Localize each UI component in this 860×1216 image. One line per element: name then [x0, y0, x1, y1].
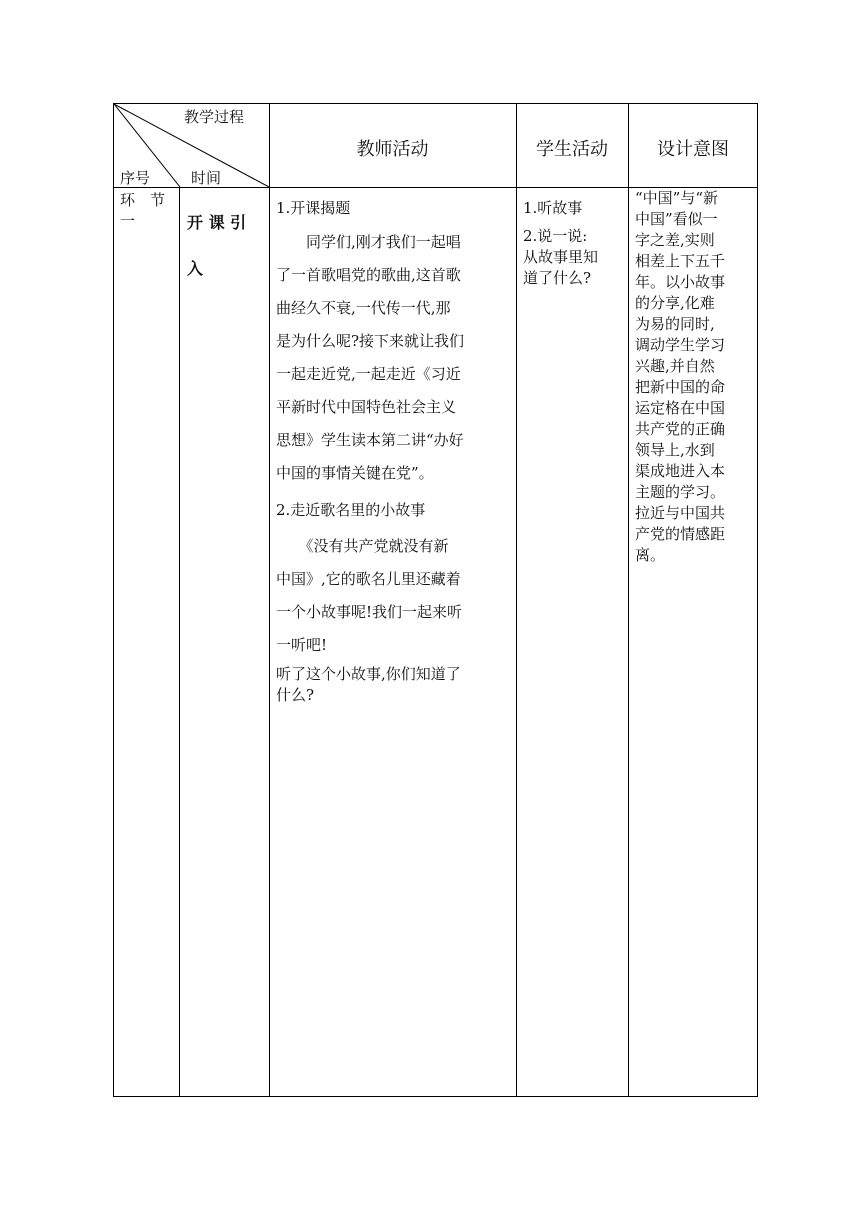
teacher-text-line: 中国的事情关键在党”。 — [276, 464, 434, 482]
col-divider — [628, 104, 629, 1096]
student-activity-cell — [523, 196, 625, 289]
lesson-table — [113, 103, 758, 1097]
teacher-text-line: 了一首歌唱党的歌曲,这首歌 — [276, 266, 461, 284]
seq-line: 一 — [120, 212, 136, 230]
intent-line: 渠成地进入本 — [635, 462, 726, 480]
teacher-text-line: 思想》学生读本第二讲“办好 — [276, 431, 464, 449]
student-text-line: 道了什么? — [523, 269, 592, 287]
intent-line: 的分享,化难 — [635, 294, 715, 312]
intent-line: 相差上下五千 — [635, 252, 726, 270]
seq-cell — [120, 190, 176, 232]
header-student-activity: 学生活动 — [536, 139, 608, 160]
intent-line: 兴趣,并自然 — [635, 357, 715, 375]
teacher-text-line: 曲经久不衰,一代传一代,那 — [276, 299, 451, 317]
design-intent-cell — [635, 188, 757, 566]
teacher-text-line: 听了这个小故事,你们知道了 — [276, 665, 461, 683]
teacher-text-line: 同学们,刚才我们一起唱 — [276, 233, 461, 251]
intent-line: 年。以小故事 — [635, 273, 726, 291]
teacher-text-line: 平新时代中国特色社会主义 — [276, 398, 457, 416]
teacher-text-line: 什么? — [276, 686, 315, 704]
student-item1: 1.听故事 — [523, 199, 583, 217]
stage-line: 入 — [187, 259, 204, 278]
teacher-text-line: 《没有共产党就没有新 — [276, 537, 449, 555]
header-teacher-activity: 教师活动 — [356, 139, 429, 160]
intent-line: 拉近与中国共 — [635, 504, 726, 522]
seq-line: 环 节 — [120, 191, 166, 209]
header-time: 时间 — [191, 169, 222, 187]
intent-line: “中国”与“新 — [635, 189, 719, 207]
col-divider-seq — [179, 187, 180, 1096]
teacher-activity-cell — [276, 196, 512, 706]
teacher-item2-title: 2.走近歌名里的小故事 — [276, 501, 426, 519]
intent-line: 字之差,实则 — [635, 231, 715, 249]
teacher-text-line: 一个小故事呢!我们一起来听 — [276, 603, 463, 621]
stage-cell — [187, 200, 267, 292]
teacher-text-line: 一起走近党,一起走近《习近 — [276, 365, 461, 383]
intent-line: 共产党的正确 — [635, 420, 726, 438]
intent-line: 中国”看似一 — [635, 210, 718, 228]
student-text-line: 2.说一说: — [523, 227, 588, 245]
header-design-intent: 设计意图 — [657, 139, 729, 160]
intent-line: 领导上,水到 — [635, 441, 715, 459]
col-divider — [516, 104, 517, 1096]
intent-line: 产党的情感距 — [635, 525, 726, 543]
teacher-text-line: 一听吧! — [276, 636, 328, 654]
header-seq: 序号 — [120, 169, 151, 187]
teacher-text-line: 中国》,它的歌名儿里还藏着 — [276, 570, 461, 588]
intent-line: 主题的学习。 — [635, 483, 726, 501]
col-divider — [269, 104, 270, 1096]
teacher-item1-title: 1.开课揭题 — [276, 199, 351, 217]
intent-line: 调动学生学习 — [635, 336, 726, 354]
teacher-text-line: 是为什么呢?接下来就让我们 — [276, 332, 465, 350]
student-text-line: 从故事里知 — [523, 248, 599, 266]
intent-line: 为易的同时, — [635, 315, 715, 333]
stage-line: 开 课 引 — [187, 213, 247, 232]
header-process: 教学过程 — [184, 108, 245, 126]
intent-line: 离。 — [635, 546, 666, 564]
intent-line: 把新中国的命 — [635, 378, 726, 396]
intent-line: 运定格在中国 — [635, 399, 726, 417]
